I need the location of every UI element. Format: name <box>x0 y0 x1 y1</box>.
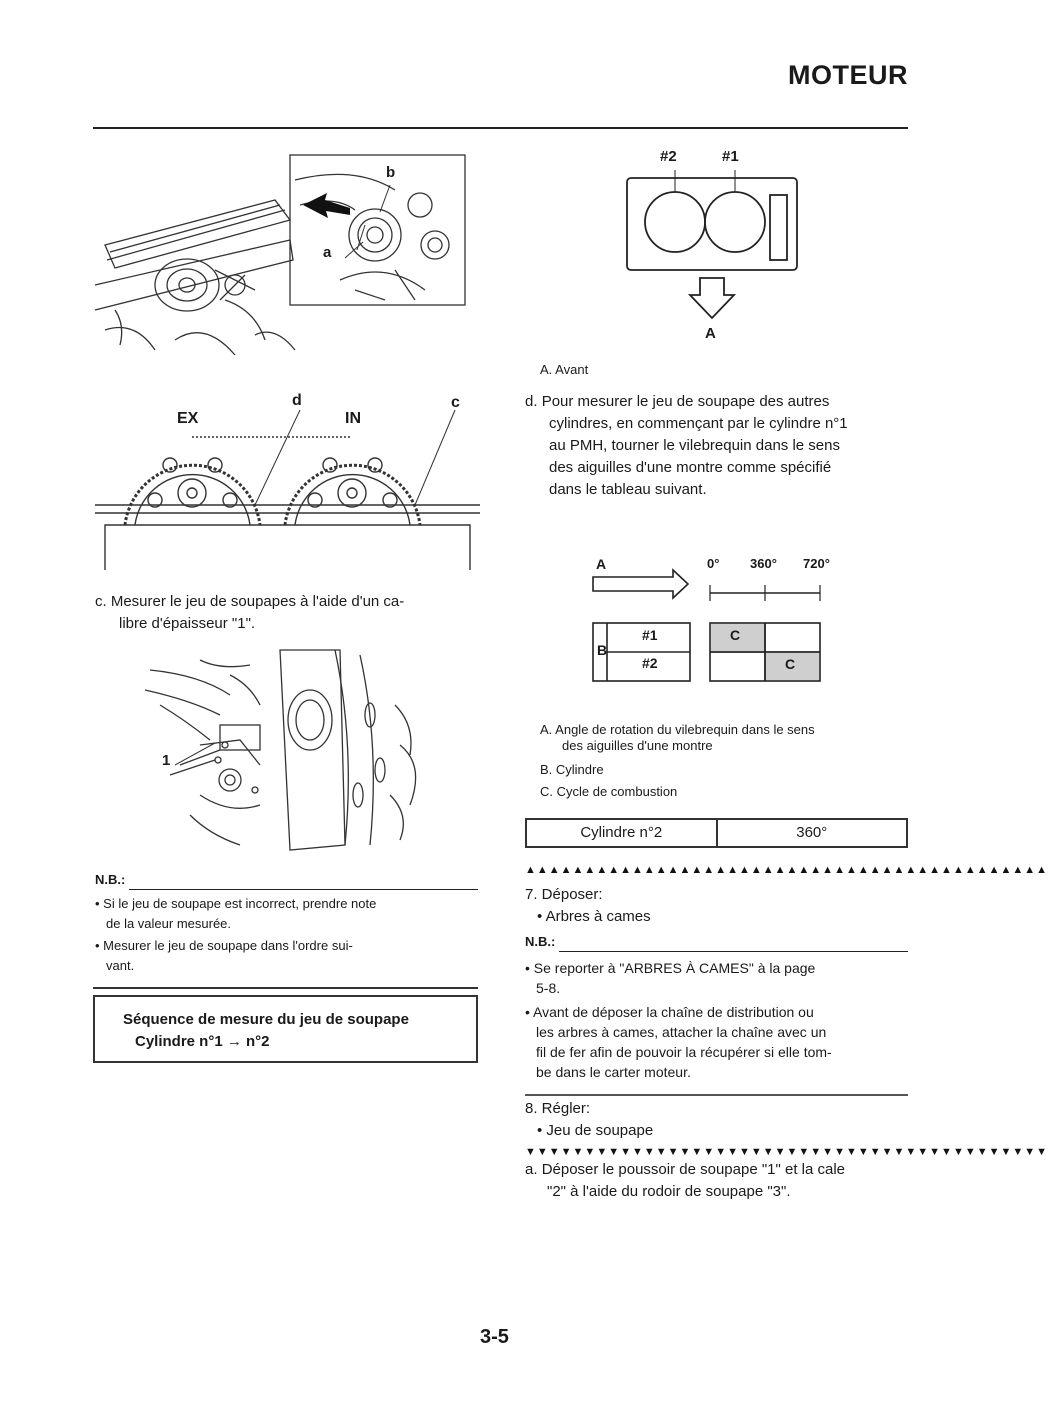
nb1-bullet1-line1: • Si le jeu de soupape est incorrect, prendre note <box>95 896 377 911</box>
figure-cam-sprockets <box>95 395 480 575</box>
nb-block-2 <box>525 932 908 1082</box>
cycle-label-b: B <box>597 642 608 658</box>
step-c-line2: libre d'épaisseur "1". <box>119 615 256 632</box>
front-label-a: A <box>705 325 716 342</box>
cycle-label-a: A <box>596 556 607 572</box>
separator-triangles-bottom: ▼▼▼▼▼▼▼▼▼▼▼▼▼▼▼▼▼▼▼▼▼▼▼▼▼▼▼▼▼▼▼▼▼▼▼▼▼▼▼▼▼▼▼▼ <box>525 1146 1048 1158</box>
nb2-bullet2-line2: les arbres à cames, attacher la chaîne avec un <box>536 1024 827 1040</box>
table-cell-angle: 360° <box>796 824 828 841</box>
nb1-bullet2-line1: • Mesurer le jeu de soupape dans l'ordre sui- <box>95 938 353 953</box>
figure1-label-b: b <box>386 164 396 181</box>
cylinder-angle-table <box>525 818 908 848</box>
nb2-bullet2-line1: • Avant de déposer la chaîne de distribution ou <box>525 1004 814 1020</box>
step-d-line4: des aiguilles d'une montre comme spécifié <box>549 459 832 476</box>
step-a-marker: a. <box>525 1161 538 1178</box>
step8-item: • Jeu de soupape <box>537 1122 654 1139</box>
nb1-bullet2-line2: vant. <box>106 958 135 973</box>
figure2-label-in: IN <box>345 410 361 427</box>
nb1-bullet1-line2: de la valeur mesurée. <box>106 916 232 931</box>
cycle-cell-c1: C <box>730 627 741 643</box>
step-c-line1: Mesurer le jeu de soupapes à l'aide d'un ca- <box>110 593 405 610</box>
step8-heading: 8. Régler: <box>525 1100 591 1117</box>
cycle-row-1: #1 <box>642 627 658 643</box>
step-a <box>525 1159 910 1203</box>
step7-item: • Arbres à cames <box>537 908 651 925</box>
nb2-bullet1-line1: • Se reporter à "ARBRES À CAMES" à la page <box>525 960 816 976</box>
sequence-top-rule <box>93 987 478 989</box>
step-c <box>95 591 480 635</box>
figure3-label-1: 1 <box>162 752 171 769</box>
step-d <box>525 391 910 501</box>
cylinder-label-1: #1 <box>722 148 739 165</box>
cycle-row-2: #2 <box>642 655 658 671</box>
step-d-line5: dans le tableau suivant. <box>549 481 707 498</box>
legend-cycle <box>540 722 910 800</box>
nb-block-1 <box>95 870 478 976</box>
legend-cycle-a-line2: des aiguilles d'une montre <box>562 738 713 753</box>
cylinder-label-2: #2 <box>660 148 677 165</box>
figure-crankcase-cover <box>95 150 480 365</box>
nb2-bullet1-line2: 5-8. <box>536 980 561 996</box>
figure-feeler-gauge <box>140 645 440 855</box>
page-number: 3-5 <box>480 1326 509 1348</box>
step-7 <box>525 884 910 928</box>
step-d-line3: au PMH, tourner le vilebrequin dans le sens <box>549 437 840 454</box>
nb1-label: N.B.: <box>95 872 126 887</box>
figure2-label-d: d <box>292 392 302 409</box>
cycle-deg-0: 0° <box>707 556 720 571</box>
sequence-order: Cylindre n°1 → n°2 <box>135 1033 270 1050</box>
legend-cycle-c: C. Cycle de combustion <box>540 784 678 799</box>
legend-front: A. Avant <box>540 362 589 377</box>
figure2-label-c: c <box>451 394 460 411</box>
nb2-bottom-rule <box>525 1094 908 1096</box>
nb2-rule <box>559 939 908 952</box>
cycle-deg-360: 360° <box>750 556 777 571</box>
step-8 <box>525 1098 910 1142</box>
step-d-marker: d. <box>525 393 538 410</box>
legend-cycle-b: B. Cylindre <box>540 762 604 777</box>
figure1-label-a: a <box>323 244 332 261</box>
step-a-line1: Déposer le poussoir de soupape "1" et la cale <box>541 1161 846 1178</box>
step-d-line1: Pour mesurer le jeu de soupape des autres <box>541 393 830 410</box>
figure-cylinder-layout <box>620 150 805 340</box>
sequence-box <box>93 995 478 1063</box>
step-c-marker: c. <box>95 593 107 610</box>
cycle-deg-720: 720° <box>803 556 830 571</box>
sequence-title: Séquence de mesure du jeu de soupape <box>123 1011 409 1028</box>
step-d-line2: cylindres, en commençant par le cylindre n°1 <box>549 415 848 432</box>
nb2-bullet2-line4: be dans le carter moteur. <box>536 1064 691 1080</box>
separator-triangles-top: ▲▲▲▲▲▲▲▲▲▲▲▲▲▲▲▲▲▲▲▲▲▲▲▲▲▲▲▲▲▲▲▲▲▲▲▲▲▲▲▲▲▲▲▲ <box>525 864 1048 876</box>
header-rule <box>93 127 908 129</box>
legend-cycle-a-line1: A. Angle de rotation du vilebrequin dans le sens <box>540 722 815 737</box>
cycle-cell-c2: C <box>785 656 796 672</box>
step7-heading: 7. Déposer: <box>525 886 603 903</box>
step-a-line2: "2" à l'aide du rodoir de soupape "3". <box>547 1183 791 1200</box>
nb2-bullet2-line3: fil de fer afin de pouvoir la récupérer si elle tom- <box>536 1044 832 1060</box>
page-title: MOTEUR <box>788 60 908 90</box>
nb1-rule <box>129 877 478 890</box>
nb2-label: N.B.: <box>525 934 556 949</box>
table-cell-cylinder: Cylindre n°2 <box>527 820 718 846</box>
figure2-label-ex: EX <box>177 410 199 427</box>
